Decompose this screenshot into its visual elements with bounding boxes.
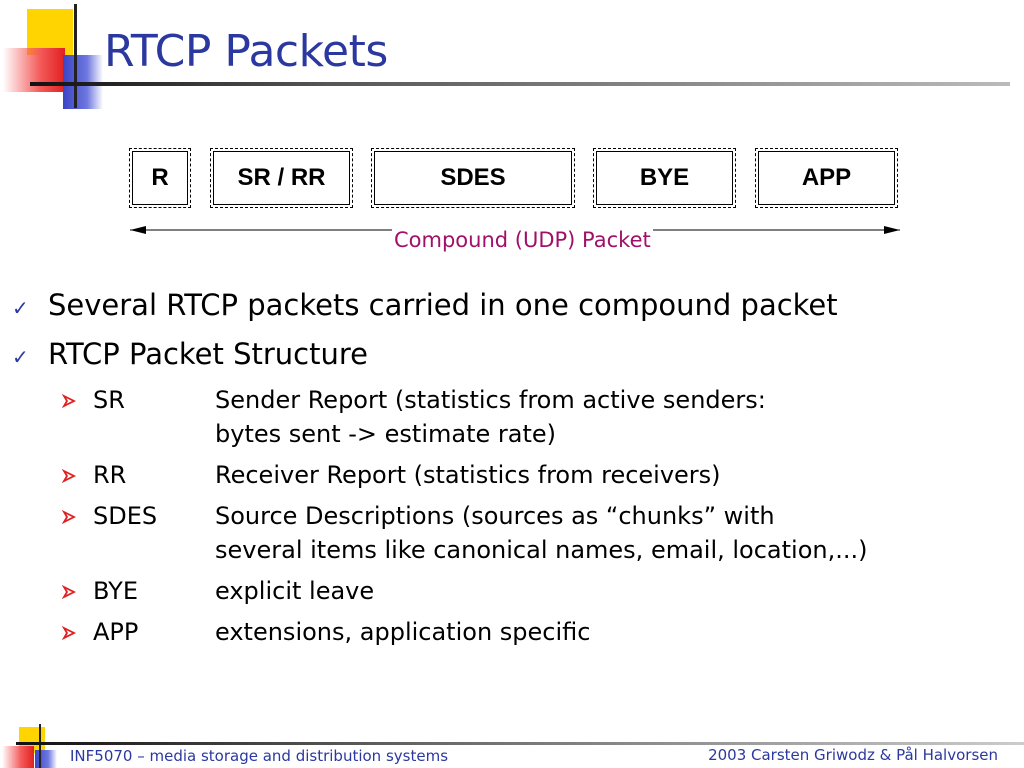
checkmark-icon: ✓ <box>12 345 29 369</box>
arrowhead-icon <box>62 469 76 483</box>
bullet-text: RTCP Packet Structure <box>48 337 369 371</box>
packet-type-desc <box>215 383 766 451</box>
packet-box-sdes <box>371 148 575 208</box>
packet-box-r <box>129 148 191 208</box>
arrowhead-icon <box>62 585 76 599</box>
packet-label: APP <box>801 164 852 191</box>
bullet-item <box>12 288 838 322</box>
compound-packet-label: Compound (UDP) Packet <box>394 228 651 252</box>
desc-line: explicit leave <box>215 577 375 605</box>
arrowhead-icon <box>62 626 76 640</box>
packet-label: BYE <box>639 164 690 191</box>
title-underline <box>30 82 1010 86</box>
packet-type-term: SDES <box>93 502 158 530</box>
packet-type-term: RR <box>93 461 127 489</box>
footer-logo-red-bar <box>2 746 34 768</box>
packet-box-bye <box>593 148 736 208</box>
packet-label: SR / RR <box>237 164 326 191</box>
footer-authors: 2003 Carsten Griwodz & Pål Halvorsen <box>708 746 998 764</box>
desc-line: extensions, application specific <box>215 618 591 646</box>
packet-type-desc <box>215 574 374 608</box>
footer-course: INF5070 – media storage and distribution systems <box>70 747 449 765</box>
footer-logo <box>0 724 80 768</box>
desc-line: bytes sent -> estimate rate) <box>215 420 557 448</box>
footer-divider <box>16 742 1024 745</box>
desc-line: Source Descriptions (sources as “chunks” with <box>215 502 775 530</box>
bullet-item <box>12 337 368 371</box>
slide-title: RTCP Packets <box>104 26 388 77</box>
slide-logo <box>0 0 110 112</box>
packet-type-term: BYE <box>93 577 138 605</box>
desc-line: Sender Report (statistics from active senders: <box>215 386 766 414</box>
footer-logo-vertical-line <box>39 724 41 768</box>
checkmark-icon: ✓ <box>12 296 29 320</box>
bullet-text: Several RTCP packets carried in one compound packet <box>48 288 838 322</box>
packet-type-desc <box>215 458 721 492</box>
arrowhead-icon <box>62 510 76 524</box>
packet-type-term: APP <box>93 618 139 646</box>
packet-label: SDES <box>440 164 506 191</box>
packet-box-sr-rr <box>210 148 353 208</box>
desc-line: Receiver Report (statistics from receivers) <box>215 461 721 489</box>
arrowhead-icon <box>62 394 76 408</box>
logo-vertical-line <box>74 4 77 108</box>
packet-label: R <box>151 164 169 191</box>
packet-type-desc <box>215 499 868 567</box>
packet-type-term: SR <box>93 386 125 414</box>
desc-line: several items like canonical names, email, location,...) <box>215 536 868 564</box>
packet-box-app <box>755 148 898 208</box>
packet-type-desc <box>215 615 590 649</box>
